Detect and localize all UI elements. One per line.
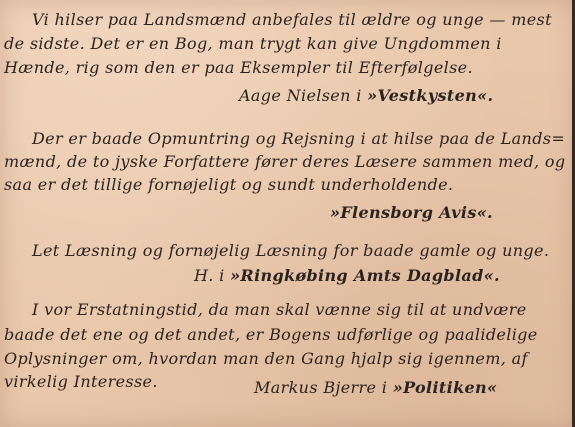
review-text-line: saa er det tillige fornøjeligt og sundt underholdende. [4,175,454,194]
newspaper-name: »Ringkøbing Amts Dagblad«. [230,266,500,285]
review-text-line: de sidste. Det er en Bog, man trygt kan give Ungdommen i [4,34,502,53]
review-text-line: baade det ene og det andet, er Bogens udførlige og paalidelige [4,325,538,344]
review-text-line: Let Læsning og fornøjelig Læsning for baade gamle og unge. [32,241,550,260]
review-text-line: Der er baade Opmuntring og Rejsning i at hilse paa de Lands= [32,129,566,148]
reviewer-name: Aage Nielsen i [239,86,368,105]
review-text-line: mænd, de to jyske Forfattere fører deres Læsere sammen med, og [4,152,566,171]
review-attribution [330,203,493,223]
review-text-line: Vi hilser paa Landsmænd anbefales til ældre og unge — mest [32,10,552,29]
review-text-line: I vor Erstatningstid, da man skal vænne sig til at undvære [32,300,527,319]
reviewer-name: Markus Bjerre i [254,378,393,397]
reviewer-name: H. i [194,266,231,285]
newspaper-name: »Flensborg Avis«. [330,203,493,222]
newspaper-name: »Politiken« [392,378,498,397]
review-attribution [254,378,497,398]
review-text-line: Oplysninger om, hvordan man den Gang hjalp sig igennem, af [4,349,528,368]
review-text-line: Hænde, rig som den er paa Eksempler til Efterfølgelse. [4,58,473,77]
newspaper-name: »Vestkysten«. [367,86,494,105]
review-attribution [239,86,493,106]
review-text-line: virkelig Interesse. [4,372,158,391]
review-attribution [194,266,500,286]
